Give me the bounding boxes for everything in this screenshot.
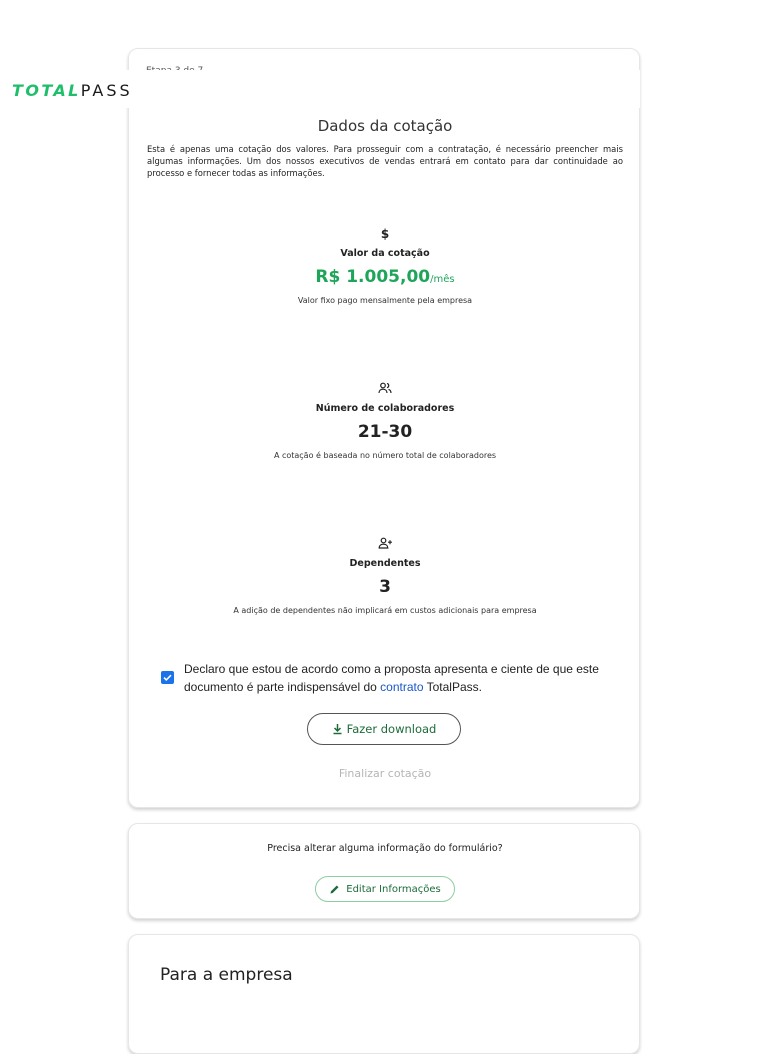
quote-value-label: Valor da cotação — [340, 248, 430, 259]
edit-card — [128, 823, 640, 919]
edit-info-label: Editar Informações — [346, 883, 441, 895]
employees-label: Número de colaboradores — [315, 403, 455, 414]
download-label: Fazer download — [346, 722, 437, 736]
pencil-icon — [329, 884, 340, 895]
totalpass-logo[interactable]: TOTALPASS — [12, 81, 133, 100]
employees-note: A cotação é baseada no número total de colaboradores — [273, 451, 497, 460]
quote-title: Dados da cotação — [317, 117, 453, 135]
quote-value-unit: /mês — [430, 274, 455, 285]
edit-info-button[interactable] — [315, 876, 455, 902]
dependents-note: A adição de dependentes não implicará em custos adicionais para empresa — [233, 606, 537, 615]
quote-value-note: Valor fixo pago mensalmente pela empresa — [297, 296, 473, 305]
contract-link[interactable]: contrato — [380, 680, 424, 694]
people-icon — [129, 382, 641, 396]
person-add-icon — [129, 537, 641, 551]
download-button[interactable] — [307, 713, 461, 745]
dependents-amount: 3 — [379, 577, 391, 597]
check-icon — [162, 672, 173, 683]
download-icon — [332, 723, 343, 735]
employees-section — [129, 382, 641, 460]
dependents-section — [129, 537, 641, 615]
dollar-icon: $ — [380, 227, 390, 241]
quote-card — [128, 48, 640, 808]
quote-value-amount: R$ 1.005,00/mês — [315, 267, 455, 287]
consent-row — [161, 660, 611, 696]
edit-question: Precisa alterar alguma informação do formulário? — [267, 843, 503, 854]
consent-text: Declaro que estou de acordo como a proposta apresenta e ciente de que este documento é parte indispensável do contrato TotalPass. — [184, 662, 599, 694]
company-card — [128, 934, 640, 1054]
finalize-button[interactable]: Finalizar cotação — [338, 767, 432, 780]
employees-amount: 21-30 — [357, 422, 413, 442]
consent-checkbox[interactable] — [161, 671, 174, 684]
dependents-label: Dependentes — [349, 558, 421, 569]
quote-value-section — [129, 227, 641, 305]
quote-intro: Esta é apenas uma cotação dos valores. Para prosseguir com a contratação, é necessário preencher mais algumas informações. Um dos nossos executivos de vendas entrará em contato para dar continuidade ao processo e fornecer todas as informações. — [147, 144, 623, 178]
company-section-title: Para a empresa — [160, 965, 293, 985]
